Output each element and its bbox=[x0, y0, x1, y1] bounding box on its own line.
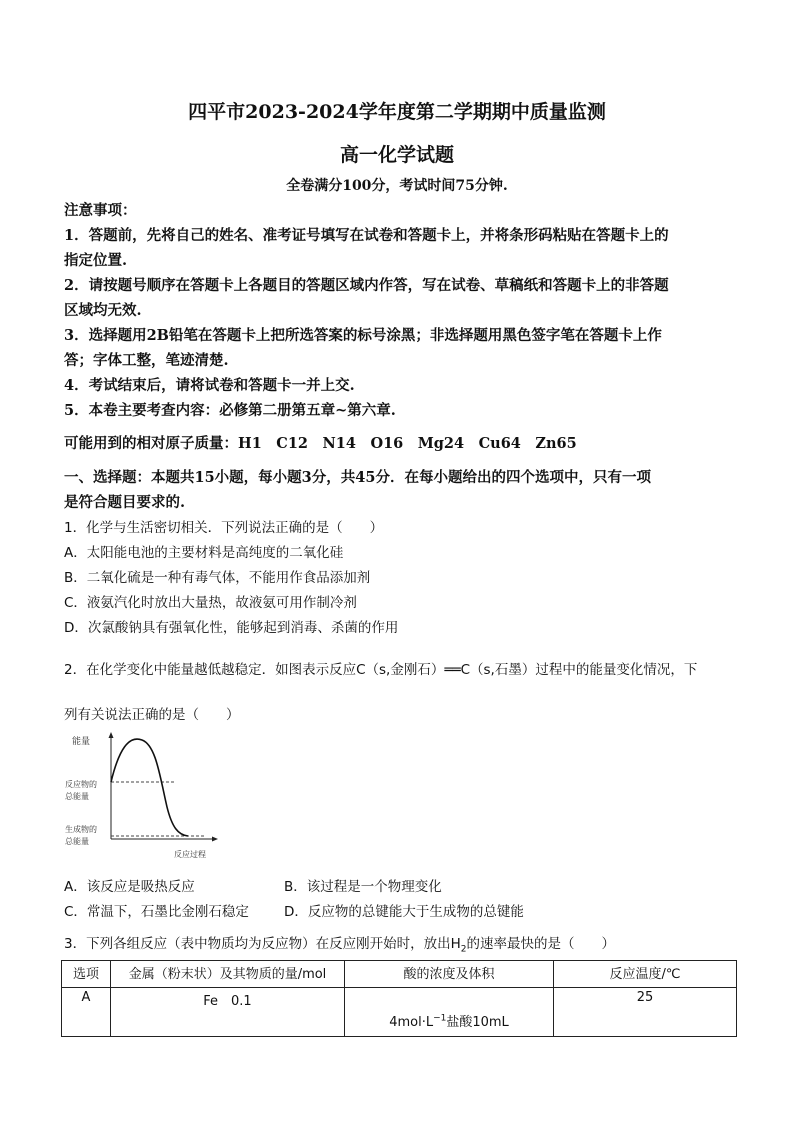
table-header-cell: 酸的浓度及体积 bbox=[345, 961, 554, 988]
energy-diagram bbox=[64, 729, 224, 864]
table-row bbox=[62, 988, 737, 1037]
table-cell-acid bbox=[345, 988, 554, 1037]
q1-option-b: B．二氧化硫是一种有毒气体，不能用作食品添加剂 bbox=[64, 570, 371, 586]
reactant-label-2: 总能量 bbox=[65, 792, 89, 801]
notes-line-5: 3．选择题用2B铅笔在答题卡上把所选答案的标号涂黑；非选择题用黑色签字笔在答题卡上作 bbox=[64, 327, 662, 344]
atomic-mass-line: 可能用到的相对原子质量：H1 C12 N14 O16 Mg24 Cu64 Zn65 bbox=[64, 435, 577, 452]
q2-stem-line-2: 列有关说法正确的是（ ） bbox=[64, 707, 240, 723]
q1-option-c: C．液氨汽化时放出大量热，故液氨可用作制冷剂 bbox=[64, 595, 357, 611]
q2-option-d: D．反应物的总键能大于生成物的总键能 bbox=[284, 904, 524, 920]
table-header-cell: 金属（粉末状）及其物质的量/mol bbox=[111, 961, 345, 988]
q2-option-b: B．该过程是一个物理变化 bbox=[284, 879, 442, 895]
section1-line-2: 是符合题目要求的. bbox=[64, 494, 186, 511]
q3-stem-post: 的速率最快的是（ ） bbox=[466, 936, 615, 952]
q2-option-c: C．常温下，石墨比金刚石稳定 bbox=[64, 904, 249, 920]
table-header-row bbox=[62, 961, 737, 988]
acid-sup: −1 bbox=[433, 1013, 447, 1024]
section1-line-1: 一、选择题：本题共15小题，每小题3分，共45分．在每小题给出的四个选项中，只有一项 bbox=[64, 469, 651, 486]
notes-line-6: 答；字体工整，笔迹清楚. bbox=[64, 352, 229, 369]
acid-pre: 4mol·L bbox=[389, 1015, 434, 1030]
q1-option-d: D．次氯酸钠具有强氧化性，能够起到消毒、杀菌的作用 bbox=[64, 620, 399, 636]
acid-post: 盐酸10mL bbox=[446, 1015, 509, 1030]
exam-subtitle: 高一化学试题 bbox=[339, 144, 454, 166]
table-cell-temp: 25 bbox=[554, 988, 737, 1037]
q1-option-a: A．太阳能电池的主要材料是高纯度的二氧化硅 bbox=[64, 545, 344, 561]
table-header-cell: 反应温度/℃ bbox=[554, 961, 737, 988]
score-line: 全卷满分100分，考试时间75分钟. bbox=[286, 178, 508, 194]
x-axis-label: 反应过程 bbox=[174, 850, 206, 859]
q2-option-a: A．该反应是吸热反应 bbox=[64, 879, 195, 895]
product-label-2: 总能量 bbox=[65, 837, 89, 846]
q2-stem-line-1: 2．在化学变化中能量越低越稳定．如图表示反应C（s,金刚石）══C（s,石墨）过程中的能量变化情况，下 bbox=[64, 662, 698, 678]
notes-line-3: 2．请按题号顺序在答题卡上各题目的答题区域内作答，写在试卷、草稿纸和答题卡上的非答题 bbox=[64, 277, 669, 294]
y-axis-label: 能量 bbox=[72, 737, 91, 747]
table-cell-metal: Fe 0.1 bbox=[111, 988, 345, 1037]
notes-line-4: 区域均无效. bbox=[64, 302, 142, 319]
notes-line-1: 1．答题前，先将自己的姓名、准考证号填写在试卷和答题卡上，并将条形码粘贴在答题卡上的 bbox=[64, 227, 669, 244]
notes-line-8: 5．本卷主要考查内容：必修第二册第五章~第六章. bbox=[64, 402, 396, 419]
q3-stem-pre: 3．下列各组反应（表中物质均为反应物）在反应刚开始时，放出H bbox=[64, 936, 461, 952]
table-cell-option: A bbox=[62, 988, 111, 1037]
q3-table bbox=[61, 960, 737, 1037]
product-label-1: 生成物的 bbox=[65, 825, 97, 834]
q3-stem bbox=[64, 932, 615, 955]
notes-line-2: 指定位置. bbox=[64, 252, 128, 269]
exam-title: 四平市2023-2024学年度第二学期期中质量监测 bbox=[188, 101, 606, 123]
q3-stem-sub: 2 bbox=[460, 944, 467, 955]
notes-heading: 注意事项： bbox=[64, 202, 137, 219]
table-header-cell: 选项 bbox=[62, 961, 111, 988]
q1-stem: 1．化学与生活密切相关．下列说法正确的是（ ） bbox=[64, 520, 384, 536]
reactant-label-1: 反应物的 bbox=[65, 780, 97, 789]
notes-line-7: 4．考试结束后，请将试卷和答题卡一并上交. bbox=[64, 377, 355, 394]
